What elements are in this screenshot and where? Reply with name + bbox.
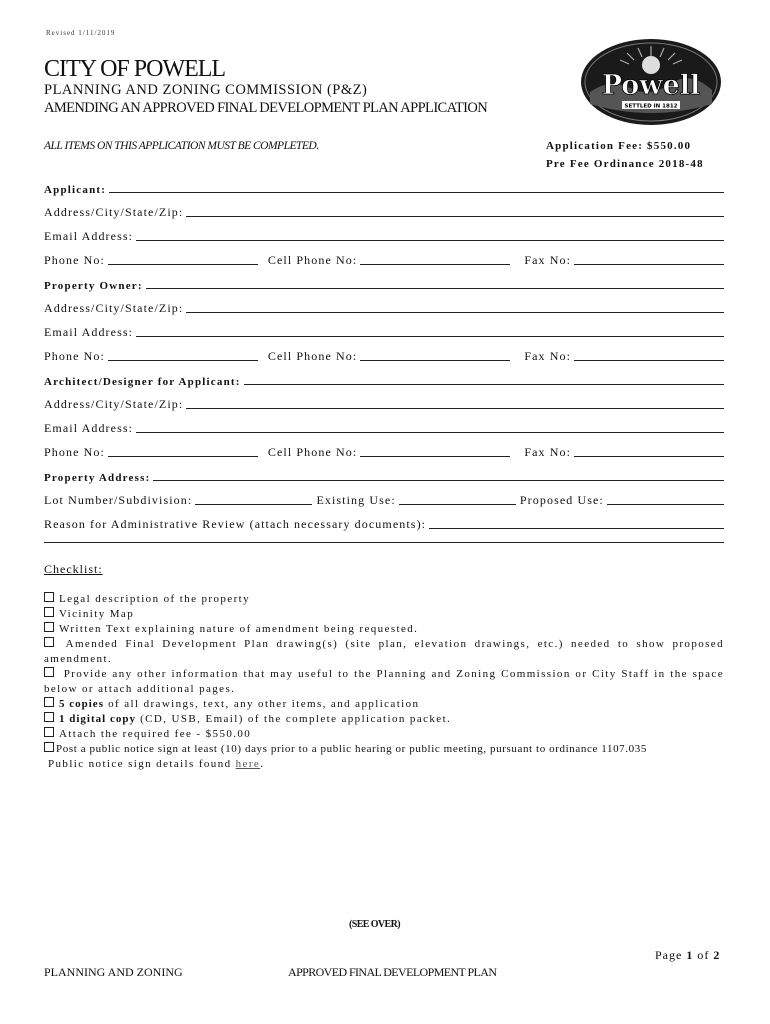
logo-tagline: SETTLED IN 1812: [624, 103, 678, 110]
owner-address-field[interactable]: [44, 300, 724, 316]
address-label: Address/City/State/Zip:: [44, 301, 184, 315]
revised-date: Revised 1/11/2019: [46, 29, 116, 37]
checkbox-icon[interactable]: [44, 592, 54, 602]
cell-label: Cell Phone No:: [267, 349, 358, 363]
fax-label: Fax No:: [524, 253, 572, 267]
here-link[interactable]: here: [235, 758, 261, 770]
owner-email-field[interactable]: [44, 324, 724, 340]
fee-ordinance: Pre Fee Ordinance 2018-48: [546, 158, 704, 170]
checklist-item-copies[interactable]: 5 copies of all drawings, text, any other items, and application: [44, 697, 724, 712]
existing-use-label: Existing Use:: [316, 493, 396, 507]
checkbox-icon[interactable]: [44, 637, 54, 647]
architect-phone-input[interactable]: [108, 456, 258, 457]
checklist-item-other-info[interactable]: Provide any other information that may useful to the Planning and Zoning Commission or City Staff in the space below or attach additional pages.: [44, 668, 725, 695]
checkbox-icon[interactable]: [44, 727, 54, 737]
applicant-address-field[interactable]: [44, 204, 724, 220]
proposed-use-label: Proposed Use:: [519, 493, 604, 507]
architect-phone-row: [44, 444, 724, 460]
email-label: Email Address:: [44, 229, 134, 243]
checkbox-icon[interactable]: [44, 607, 54, 617]
owner-cell-input[interactable]: [360, 360, 510, 361]
architect-address-field[interactable]: [44, 396, 724, 412]
lot-use-row: [44, 492, 724, 508]
fax-label: Fax No:: [524, 349, 572, 363]
owner-phone-input[interactable]: [108, 360, 258, 361]
address-label: Address/City/State/Zip:: [44, 397, 184, 411]
owner-label: Property Owner:: [44, 280, 143, 292]
checkbox-icon[interactable]: [44, 697, 54, 707]
checkbox-icon[interactable]: [44, 742, 54, 752]
lot-label: Lot Number/Subdivision:: [44, 493, 193, 507]
checklist-title: Checklist:: [44, 562, 103, 576]
architect-email-field[interactable]: [44, 420, 724, 436]
owner-fax-input[interactable]: [574, 360, 724, 361]
applicant-fax-input[interactable]: [574, 264, 724, 265]
commission-title: PLANNING AND ZONING COMMISSION (P&Z): [44, 82, 368, 98]
address-label: Address/City/State/Zip:: [44, 205, 184, 219]
owner-phone-row: [44, 348, 724, 364]
footer-center: APPROVED FINAL DEVELOPMENT PLAN: [288, 965, 497, 979]
cell-label: Cell Phone No:: [267, 253, 358, 267]
checklist-item-notice-sign[interactable]: Post a public notice sign at least (10) days prior to a public hearing or public meeting, pursuant to ordinance 1107.035: [44, 742, 724, 757]
all-items-note: ALL ITEMS ON THIS APPLICATION MUST BE COMPLETED.: [44, 140, 319, 152]
architect-label: Architect/Designer for Applicant:: [44, 376, 241, 388]
email-label: Email Address:: [44, 421, 134, 435]
checklist-item-vicinity[interactable]: Vicinity Map: [44, 607, 724, 622]
cell-label: Cell Phone No:: [267, 445, 358, 459]
architect-cell-input[interactable]: [360, 456, 510, 457]
applicant-phone-row: [44, 252, 724, 268]
property-address-field[interactable]: [44, 468, 724, 484]
see-over-note: (SEE OVER): [349, 919, 400, 930]
architect-field[interactable]: [44, 372, 724, 388]
page-number: Page 1 of 2: [655, 948, 721, 962]
fax-label: Fax No:: [524, 445, 572, 459]
owner-field[interactable]: [44, 276, 724, 292]
notice-sign-details: Public notice sign details found here.: [48, 758, 265, 770]
checkbox-icon[interactable]: [44, 667, 54, 677]
lot-input[interactable]: [195, 504, 312, 505]
checklist-item-fee[interactable]: Attach the required fee - $550.00: [44, 727, 724, 742]
checklist-item-drawings[interactable]: Amended Final Development Plan drawing(s) (site plan, elevation drawings, etc.) needed to show proposed amendment.: [44, 638, 724, 665]
email-label: Email Address:: [44, 325, 134, 339]
city-title: CITY OF POWELL: [44, 56, 226, 82]
applicant-email-field[interactable]: [44, 228, 724, 244]
applicant-phone-input[interactable]: [108, 264, 258, 265]
phone-label: Phone No:: [44, 253, 105, 267]
existing-use-input[interactable]: [399, 504, 516, 505]
reason-continuation-line[interactable]: [44, 530, 724, 546]
property-address-label: Property Address:: [44, 472, 151, 484]
checkbox-icon[interactable]: [44, 712, 54, 722]
proposed-use-input[interactable]: [607, 504, 724, 505]
reason-label: Reason for Administrative Review (attach necessary documents):: [44, 517, 427, 531]
application-title: AMENDING AN APPROVED FINAL DEVELOPMENT PLAN APPLICATION: [44, 100, 488, 116]
logo-text: Powell: [601, 70, 701, 101]
checklist-item-digital-copy[interactable]: 1 digital copy (CD, USB, Email) of the complete application packet.: [44, 712, 724, 727]
applicant-field[interactable]: [44, 180, 724, 196]
architect-fax-input[interactable]: [574, 456, 724, 457]
footer-left: PLANNING AND ZONING: [44, 965, 183, 979]
checkbox-icon[interactable]: [44, 622, 54, 632]
checklist-item-legal[interactable]: Legal description of the property: [44, 592, 724, 607]
phone-label: Phone No:: [44, 349, 105, 363]
powell-logo: [580, 38, 722, 126]
applicant-label: Applicant:: [44, 184, 107, 196]
application-fee: Application Fee: $550.00: [546, 140, 692, 152]
checklist-item-written-text[interactable]: Written Text explaining nature of amendment being requested.: [44, 622, 724, 637]
applicant-cell-input[interactable]: [360, 264, 510, 265]
phone-label: Phone No:: [44, 445, 105, 459]
